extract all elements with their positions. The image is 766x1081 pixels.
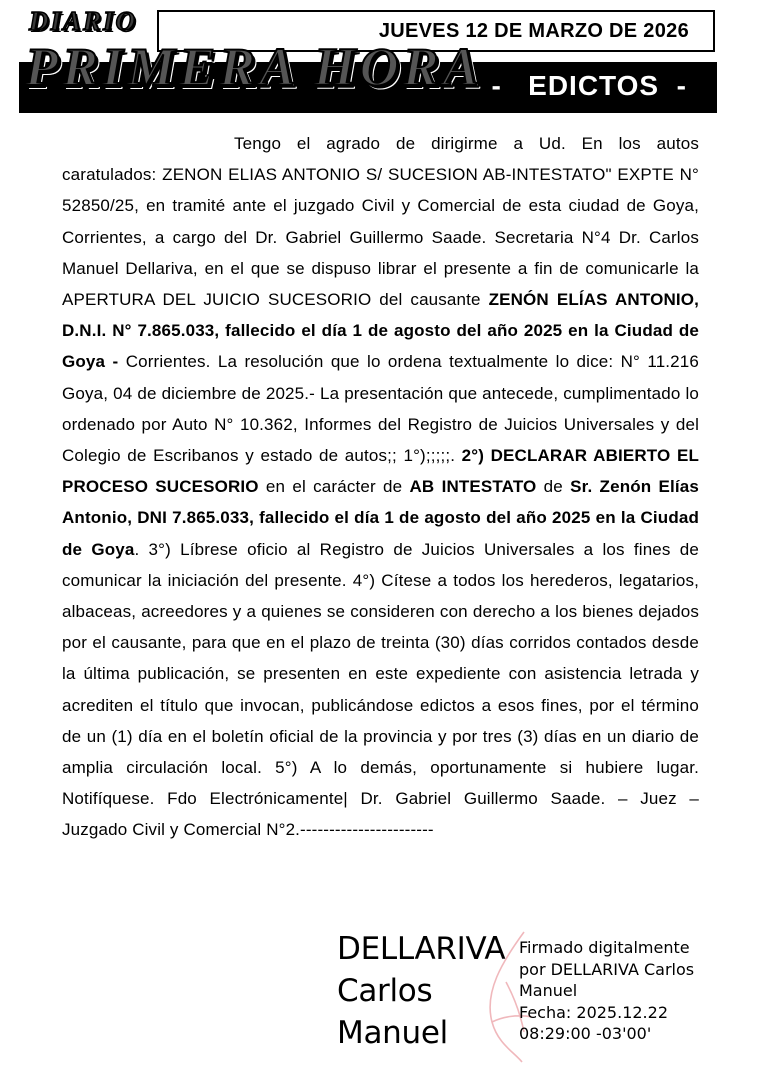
edict-text-3: en el carácter de	[258, 477, 410, 497]
edict-bold-1: ZENÓN ELÍAS ANTONIO, D.N.I. N° 7.865.033, fallecido el día 1 de agosto del año 2025 en la Ciudad de Goya -	[62, 290, 699, 372]
section-title: - EDICTOS -	[491, 70, 687, 101]
signature-detail-line-1: Firmado digitalmente	[519, 938, 690, 957]
signer-name-line-1: DELLARIVA	[337, 931, 506, 967]
edict-paragraph	[62, 128, 699, 846]
newspaper-logo	[19, 6, 483, 113]
logo-top-text: DIARIO	[29, 6, 138, 36]
edict-text-4: de	[536, 477, 571, 497]
signature-details	[519, 937, 694, 1045]
publication-date: JUEVES 12 DE MARZO DE 2026	[378, 20, 689, 42]
signature-detail-line-3: Manuel	[519, 981, 578, 1000]
signature-detail-line-2: por DELLARIVA Carlos	[519, 959, 695, 979]
masthead	[19, 6, 717, 113]
edict-bold-4: Sr. Zenón Elías Antonio, DNI 7.865.033, fallecido el día 1 de agosto del año 2025 en la Ciudad de Goya	[62, 477, 699, 559]
signature-detail-line-4: Fecha: 2025.12.22	[519, 1002, 668, 1022]
signer-name-line-2: Carlos	[337, 973, 433, 1009]
edict-text-2: Corrientes. La resolución que lo ordena textualmente lo dice: N° 11.216 Goya, 04 de diciembre de 2025.- La presentación que antecede, cumplimentado lo ordenado por Auto N° 10.362, Informes del Registro de Juicios Universales y del Colegio de Escribanos y estado de autos;; 1°);;;;;.	[62, 352, 699, 466]
edict-bold-2: 2°) DECLARAR ABIERTO EL PROCESO SUCESORIO	[62, 446, 700, 497]
edict-bold-3: AB INTESTATO	[409, 477, 537, 497]
edict-text-1: Tengo el agrado de dirigirme a Ud. En los autos caratulados: ZENON ELIAS ANTONIO S/ SUCESION AB-INTESTATO" EXPTE N° 52850/25, en tramité ante el juzgado Civil y Comercial de esta ciudad de Goya, Corrientes, a cargo del Dr. Gabriel Guillermo Saade. Secretaria N°4 Dr. Carlos Manuel Dellariva, en el que se dispuso librar el presente a fin de comunicarle la APERTURA DEL JUICIO SUCESORIO del causante	[62, 134, 699, 310]
signature-detail-line-5: 08:29:00 -03'00'	[519, 1024, 652, 1043]
logo-main-text: PRIMERA HORA	[25, 37, 483, 97]
signer-name-line-3: Manuel	[337, 1015, 448, 1051]
edict-body	[62, 128, 699, 846]
edict-text-5: . 3°) Líbrese oficio al Registro de Juicios Universales a los fines de comunicar la iniciación del presente. 4°) Cítese a todos los herederos, legatarios, albaceas, acreedores y a quienes se consideren con derecho a los bienes dejados por el causante, para que en el plazo de treinta (30) días corridos contados desde la última publicación, se presenten en este expediente con asistencia letrada y acrediten el título que invocan, publicándose edictos a esos fines, por el término de un (1) día en el boletín oficial de la provincia y por tres (3) días en un diario de amplia circulación local. 5°) A lo demás, oportunamente si hubiere lugar. Notifíquese. Fdo Electrónicamente| Dr. Gabriel Guillermo Saade. – Juez – Juzgado Civil y Comercial N°2.-----------------------	[62, 539, 699, 840]
